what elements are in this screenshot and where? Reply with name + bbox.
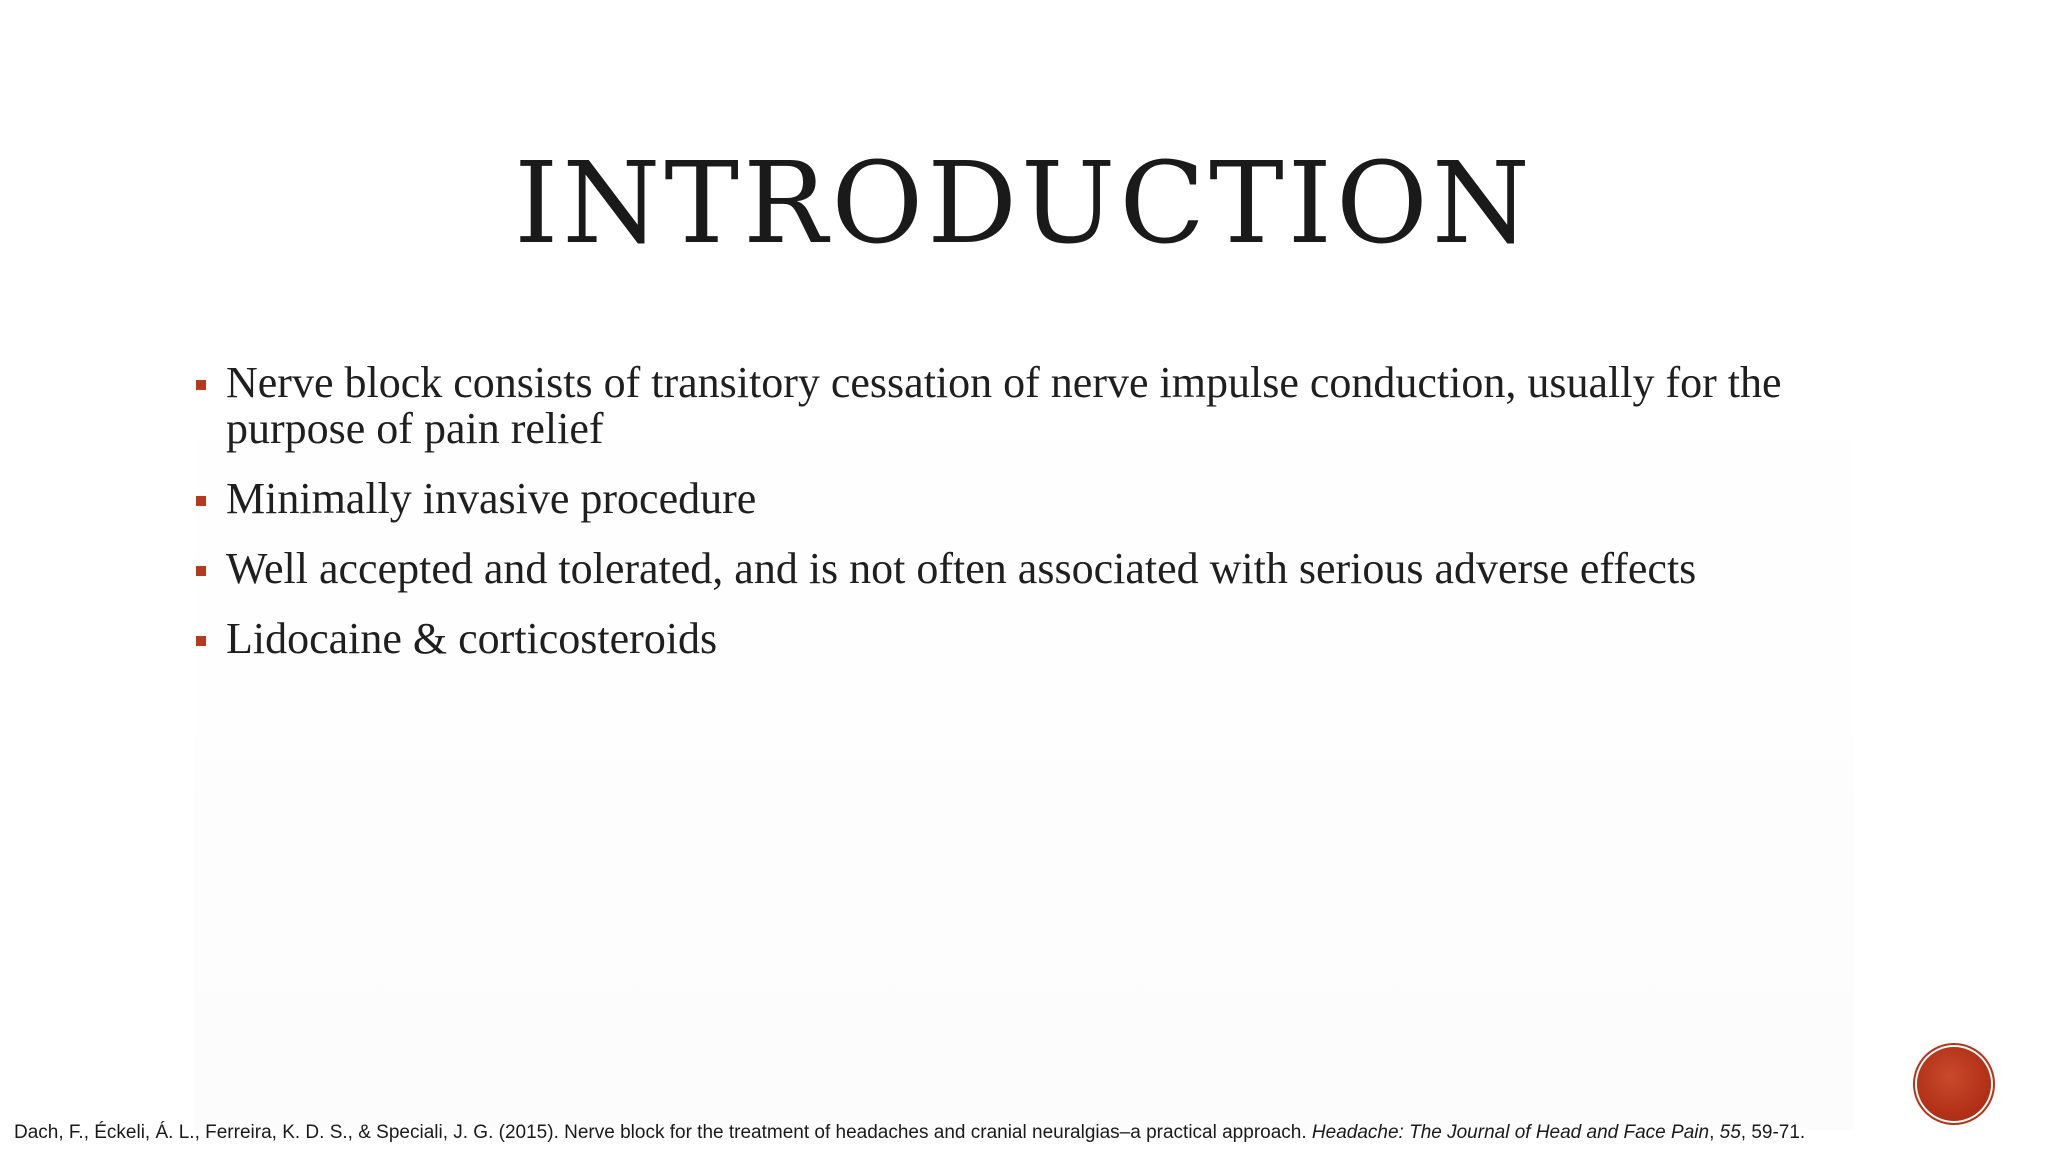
bullet-text: Minimally invasive procedure [226,474,757,523]
bullet-text: Well accepted and tolerated, and is not often associated with serious adverse effects [226,544,1697,593]
bullet-item [196,546,1836,592]
bullet-item [196,616,1836,662]
bullet-item [196,476,1836,522]
square-bullet-icon [196,380,206,390]
citation-text: Dach, F., Éckeli, Á. L., Ferreira, K. D. S., & Speciali, J. G. (2015). Nerve block for the treatment of headaches and cranial neuralgias–a practical approach. [14,1122,1307,1143]
citation: Dach, F., Éckeli, Á. L., Ferreira, K. D. S., & Speciali, J. G. (2015). Nerve block for the treatment of headaches and cranial neuralgias–a practical approach. Headache: The Journal of Head and Face Pain, 55, 59-71. [14,1122,1806,1143]
slide-nav-button[interactable] [1917,1047,1991,1121]
citation-volume: 55 [1719,1122,1741,1143]
bullet-list [196,360,1836,686]
bullet-text: Nerve block consists of transitory cessation of nerve impulse conduction, usually for the purpose of pain relief [226,358,1782,453]
bullet-text: Lidocaine & corticosteroids [226,614,718,663]
square-bullet-icon [196,496,206,506]
citation-journal: Headache: The Journal of Head and Face Pain [1311,1122,1710,1143]
square-bullet-icon [196,636,206,646]
square-bullet-icon [196,566,206,576]
slide-title: INTRODUCTION [514,139,1534,269]
citation-pages: , 59-71. [1740,1122,1806,1143]
bullet-item [196,360,1836,452]
